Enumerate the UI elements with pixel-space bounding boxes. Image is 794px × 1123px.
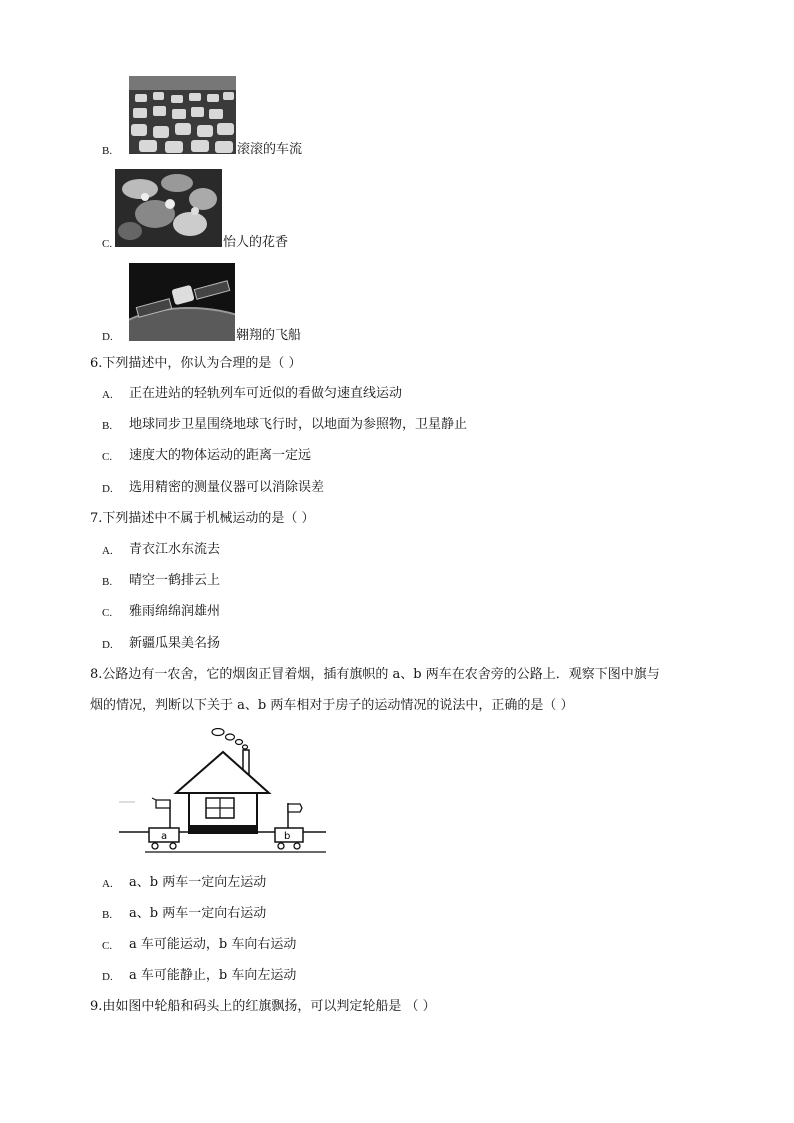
option-text: 青衣江水东流去 — [129, 542, 221, 557]
option-text: a 车可能静止，b 车向左运动 — [129, 968, 297, 983]
spacecraft-photo — [129, 263, 235, 341]
question-stem: 6.下列描述中，你认为合理的是（ ） — [90, 356, 302, 371]
option-caption: 翱翔的飞船 — [236, 328, 302, 343]
option-letter: C. — [102, 238, 113, 250]
option-letter: D. — [102, 971, 113, 983]
car-b — [275, 803, 303, 849]
option-text: 新疆瓜果美名扬 — [129, 636, 221, 651]
car-a — [149, 798, 179, 849]
option-text: 选用精密的测量仪器可以消除误差 — [129, 480, 325, 495]
option-text: 速度大的物体运动的距离一定远 — [129, 448, 312, 463]
option-text: a、b 两车一定向左运动 — [129, 875, 267, 890]
option-letter: A. — [102, 545, 113, 557]
option-letter: B. — [102, 576, 113, 588]
option-text: 正在进站的轻轨列车可近似的看做匀速直线运动 — [129, 386, 403, 401]
option-letter: B. — [102, 145, 113, 157]
option-caption: 滚滚的车流 — [237, 142, 303, 157]
car-a-label: a — [161, 831, 168, 842]
option-text: 地球同步卫星围绕地球飞行时，以地面为参照物，卫星静止 — [129, 417, 468, 432]
traffic-photo — [129, 76, 236, 154]
question-stem: 9.由如图中轮船和码头上的红旗飘扬，可以判定轮船是 （ ） — [90, 999, 436, 1014]
option-letter: D. — [102, 639, 113, 651]
option-text: a 车可能运动，b 车向右运动 — [129, 937, 297, 952]
option-caption: 怡人的花香 — [223, 235, 289, 250]
question-stem: 7.下列描述中不属于机械运动的是（ ） — [90, 511, 315, 526]
option-text: 雅雨绵绵润雄州 — [129, 604, 221, 619]
option-letter: B. — [102, 909, 113, 921]
option-letter: C. — [102, 451, 113, 463]
house-cars-figure — [115, 728, 330, 858]
option-letter: D. — [102, 331, 113, 343]
option-letter: A. — [102, 389, 113, 401]
option-letter: B. — [102, 420, 113, 432]
option-text: a、b 两车一定向右运动 — [129, 906, 267, 921]
flower-photo — [115, 169, 222, 247]
question-stem-line-2: 烟的情况，判断以下关于 a、b 两车相对于房子的运动情况的说法中，正确的是（ ） — [90, 698, 574, 713]
option-letter: C. — [102, 607, 113, 619]
option-text: 晴空一鹤排云上 — [129, 573, 221, 588]
option-letter: A. — [102, 878, 113, 890]
car-b-label: b — [284, 831, 291, 842]
option-letter: D. — [102, 483, 113, 495]
question-stem-line-1: 8.公路边有一农舍，它的烟囱正冒着烟，插有旗帜的 a、b 两车在农舍旁的公路上．观察下图中旗与 — [90, 667, 660, 682]
option-letter: C. — [102, 940, 113, 952]
